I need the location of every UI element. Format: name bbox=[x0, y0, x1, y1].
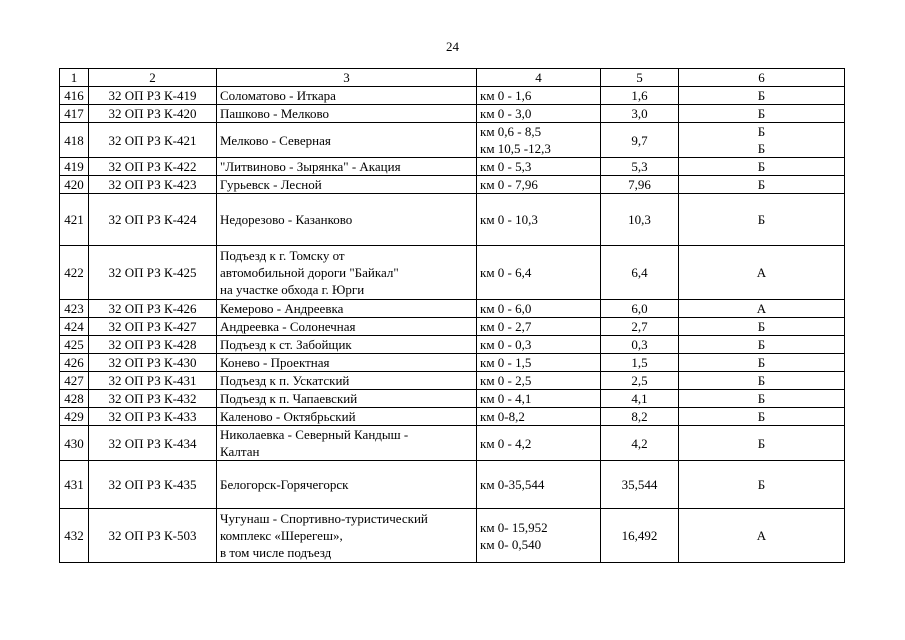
category-cell bbox=[679, 408, 845, 426]
row-number-cell: 428 bbox=[60, 390, 89, 408]
road-code-cell: 32 ОП РЗ К-423 bbox=[89, 176, 217, 194]
length-cell: 2,5 bbox=[601, 372, 679, 390]
road-name-line: Подъезд к п. Чапаевский bbox=[220, 391, 358, 406]
road-code-cell: 32 ОП РЗ К-431 bbox=[89, 372, 217, 390]
km-range-cell bbox=[477, 318, 601, 336]
km-range-cell bbox=[477, 158, 601, 176]
km-range-line: км 0 - 6,0 bbox=[480, 301, 532, 316]
road-name-cell bbox=[217, 426, 477, 461]
category-line: Б bbox=[757, 212, 766, 227]
road-code-cell: 32 ОП РЗ К-503 bbox=[89, 509, 217, 563]
header-cell: 3 bbox=[217, 69, 477, 87]
road-code-cell: 32 ОП РЗ К-435 bbox=[89, 461, 217, 509]
category-cell bbox=[679, 158, 845, 176]
row-number-cell: 420 bbox=[60, 176, 89, 194]
road-name-cell bbox=[217, 194, 477, 246]
km-range-cell bbox=[477, 372, 601, 390]
category-cell bbox=[679, 372, 845, 390]
header-cell: 4 bbox=[477, 69, 601, 87]
length-cell: 1,6 bbox=[601, 87, 679, 105]
category-cell bbox=[679, 509, 845, 563]
km-range-line: км 0-35,544 bbox=[480, 477, 545, 492]
category-cell bbox=[679, 390, 845, 408]
road-name-line: на участке обхода г. Юрги bbox=[220, 282, 365, 297]
table-header-row bbox=[60, 69, 845, 87]
table-row bbox=[60, 390, 845, 408]
km-range-line: км 0 - 4,2 bbox=[480, 435, 532, 451]
header-cell: 1 bbox=[60, 69, 89, 87]
km-range-line: км 10,5 -12,3 bbox=[480, 141, 551, 156]
road-code-cell: 32 ОП РЗ К-427 bbox=[89, 318, 217, 336]
category-cell bbox=[679, 318, 845, 336]
road-name-cell bbox=[217, 336, 477, 354]
km-range-cell bbox=[477, 105, 601, 123]
road-name-line: в том числе подъезд bbox=[220, 545, 332, 560]
road-name-line: Чугунаш - Спортивно-туристический bbox=[220, 511, 428, 526]
length-cell: 16,492 bbox=[601, 509, 679, 563]
length-cell: 6,4 bbox=[601, 246, 679, 300]
road-name-line: Соломатово - Иткара bbox=[220, 88, 336, 103]
road-name-line: Недорезово - Казанково bbox=[220, 212, 353, 227]
length-cell: 2,7 bbox=[601, 318, 679, 336]
km-range-cell bbox=[477, 336, 601, 354]
road-name-line: Мелково - Северная bbox=[220, 132, 331, 148]
road-code-cell: 32 ОП РЗ К-426 bbox=[89, 300, 217, 318]
category-line: Б bbox=[757, 319, 766, 334]
table-row bbox=[60, 461, 845, 509]
row-number-cell: 417 bbox=[60, 105, 89, 123]
km-range-cell bbox=[477, 426, 601, 461]
row-number-cell: 416 bbox=[60, 87, 89, 105]
category-line: А bbox=[756, 301, 767, 316]
header-cell: 5 bbox=[601, 69, 679, 87]
road-name-cell bbox=[217, 158, 477, 176]
road-name-cell bbox=[217, 300, 477, 318]
category-cell bbox=[679, 426, 845, 461]
road-code-cell: 32 ОП РЗ К-419 bbox=[89, 87, 217, 105]
header-cell: 6 bbox=[679, 69, 845, 87]
category-line: Б bbox=[757, 88, 766, 103]
row-number-cell: 426 bbox=[60, 354, 89, 372]
length-cell: 0,3 bbox=[601, 336, 679, 354]
length-cell: 5,3 bbox=[601, 158, 679, 176]
km-range-line: км 0 - 1,5 bbox=[480, 355, 532, 370]
row-number-cell: 425 bbox=[60, 336, 89, 354]
road-name-line: Подъезд к ст. Забойщик bbox=[220, 337, 352, 352]
table-row bbox=[60, 318, 845, 336]
km-range-line: км 0- 0,540 bbox=[480, 536, 542, 552]
length-cell: 4,1 bbox=[601, 390, 679, 408]
km-range-line: км 0 - 2,5 bbox=[480, 373, 532, 388]
row-number-cell: 423 bbox=[60, 300, 89, 318]
km-range-line: км 0,6 - 8,5 bbox=[480, 124, 542, 139]
category-cell bbox=[679, 354, 845, 372]
row-number-cell: 421 bbox=[60, 194, 89, 246]
road-name-line: Калтан bbox=[220, 444, 260, 459]
length-cell: 9,7 bbox=[601, 123, 679, 158]
category-line: Б bbox=[757, 159, 766, 174]
road-name-line: Пашково - Мелково bbox=[220, 106, 330, 121]
category-line: Б bbox=[757, 106, 766, 121]
road-name-line: Андреевка - Солонечная bbox=[220, 319, 356, 334]
category-line: Б bbox=[757, 177, 766, 192]
road-name-cell bbox=[217, 176, 477, 194]
road-name-line: Кемерово - Андреевка bbox=[220, 301, 344, 316]
road-name-cell bbox=[217, 246, 477, 300]
road-name-line: автомобильной дороги "Байкал" bbox=[220, 265, 399, 280]
road-name-line: комплекс «Шерегеш», bbox=[220, 528, 343, 543]
row-number-cell: 427 bbox=[60, 372, 89, 390]
length-cell: 35,544 bbox=[601, 461, 679, 509]
table-row bbox=[60, 426, 845, 461]
road-name-cell bbox=[217, 354, 477, 372]
table-row bbox=[60, 509, 845, 563]
page-number: 24 bbox=[446, 39, 459, 54]
category-cell bbox=[679, 194, 845, 246]
row-number-cell: 422 bbox=[60, 246, 89, 300]
category-cell bbox=[679, 336, 845, 354]
road-code-cell: 32 ОП РЗ К-422 bbox=[89, 158, 217, 176]
table-row bbox=[60, 336, 845, 354]
road-name-cell bbox=[217, 461, 477, 509]
road-name-line: Конево - Проектная bbox=[220, 355, 330, 370]
km-range-cell bbox=[477, 354, 601, 372]
table-row bbox=[60, 372, 845, 390]
category-line: Б bbox=[757, 373, 766, 388]
road-code-cell: 32 ОП РЗ К-432 bbox=[89, 390, 217, 408]
row-number-cell: 429 bbox=[60, 408, 89, 426]
road-code-cell: 32 ОП РЗ К-434 bbox=[89, 426, 217, 461]
road-name-line: Белогорск-Горячегорск bbox=[220, 477, 349, 492]
road-name-cell bbox=[217, 390, 477, 408]
road-name-cell bbox=[217, 372, 477, 390]
length-cell: 7,96 bbox=[601, 176, 679, 194]
km-range-line: км 0 - 4,1 bbox=[480, 391, 532, 406]
category-line: Б bbox=[757, 409, 766, 424]
table-row bbox=[60, 354, 845, 372]
category-cell bbox=[679, 300, 845, 318]
table-row bbox=[60, 105, 845, 123]
road-name-line: Николаевка - Северный Кандыш - bbox=[220, 427, 409, 442]
road-code-cell: 32 ОП РЗ К-433 bbox=[89, 408, 217, 426]
length-cell: 8,2 bbox=[601, 408, 679, 426]
category-line: Б bbox=[757, 477, 766, 492]
km-range-line: км 0 - 6,4 bbox=[480, 265, 532, 280]
table-row bbox=[60, 408, 845, 426]
km-range-line: км 0-8,2 bbox=[480, 409, 525, 424]
category-line: Б bbox=[757, 124, 766, 139]
length-cell: 4,2 bbox=[601, 426, 679, 461]
road-code-cell: 32 ОП РЗ К-424 bbox=[89, 194, 217, 246]
header-cell: 2 bbox=[89, 69, 217, 87]
km-range-cell bbox=[477, 246, 601, 300]
road-code-cell: 32 ОП РЗ К-420 bbox=[89, 105, 217, 123]
category-cell bbox=[679, 246, 845, 300]
category-line: Б bbox=[757, 391, 766, 406]
category-cell bbox=[679, 123, 845, 158]
table-row bbox=[60, 300, 845, 318]
road-registry-table bbox=[59, 68, 845, 563]
row-number-cell: 419 bbox=[60, 158, 89, 176]
km-range-cell bbox=[477, 123, 601, 158]
km-range-line: км 0 - 3,0 bbox=[480, 106, 532, 121]
road-name-cell bbox=[217, 509, 477, 563]
km-range-line: км 0 - 5,3 bbox=[480, 159, 532, 174]
category-line: А bbox=[756, 528, 767, 543]
road-name-line: "Литвиново - Зырянка" - Акация bbox=[220, 159, 401, 174]
km-range-line: км 0- 15,952 bbox=[480, 519, 548, 535]
category-cell bbox=[679, 105, 845, 123]
km-range-line: км 0 - 2,7 bbox=[480, 319, 532, 334]
km-range-line: км 0 - 1,6 bbox=[480, 88, 532, 103]
length-cell: 1,5 bbox=[601, 354, 679, 372]
category-cell bbox=[679, 176, 845, 194]
km-range-cell bbox=[477, 390, 601, 408]
table-row bbox=[60, 123, 845, 158]
category-cell bbox=[679, 461, 845, 509]
km-range-cell bbox=[477, 408, 601, 426]
row-number-cell: 418 bbox=[60, 123, 89, 158]
km-range-cell bbox=[477, 509, 601, 563]
km-range-cell bbox=[477, 300, 601, 318]
road-name-line: Подъезд к г. Томску от bbox=[220, 248, 345, 263]
category-line: Б bbox=[757, 355, 766, 370]
km-range-cell bbox=[477, 194, 601, 246]
road-name-cell bbox=[217, 318, 477, 336]
table-row bbox=[60, 87, 845, 105]
km-range-line: км 0 - 0,3 bbox=[480, 337, 532, 352]
table-row bbox=[60, 176, 845, 194]
category-line: Б bbox=[757, 337, 766, 352]
road-name-line: Каленово - Октябрьский bbox=[220, 409, 356, 424]
km-range-cell bbox=[477, 87, 601, 105]
km-range-cell bbox=[477, 461, 601, 509]
road-code-cell: 32 ОП РЗ К-425 bbox=[89, 246, 217, 300]
category-line: Б bbox=[757, 141, 766, 156]
length-cell: 10,3 bbox=[601, 194, 679, 246]
road-name-line: Гурьевск - Лесной bbox=[220, 177, 322, 192]
row-number-cell: 432 bbox=[60, 509, 89, 563]
road-code-cell: 32 ОП РЗ К-428 bbox=[89, 336, 217, 354]
road-name-cell bbox=[217, 408, 477, 426]
length-cell: 6,0 bbox=[601, 300, 679, 318]
km-range-line: км 0 - 7,96 bbox=[480, 177, 538, 192]
length-cell: 3,0 bbox=[601, 105, 679, 123]
road-code-cell: 32 ОП РЗ К-430 bbox=[89, 354, 217, 372]
road-code-cell: 32 ОП РЗ К-421 bbox=[89, 123, 217, 158]
table-row bbox=[60, 246, 845, 300]
row-number-cell: 430 bbox=[60, 426, 89, 461]
category-cell bbox=[679, 87, 845, 105]
category-line: Б bbox=[757, 435, 766, 451]
row-number-cell: 424 bbox=[60, 318, 89, 336]
table-row bbox=[60, 158, 845, 176]
row-number-cell: 431 bbox=[60, 461, 89, 509]
km-range-cell bbox=[477, 176, 601, 194]
road-name-cell bbox=[217, 105, 477, 123]
road-name-cell bbox=[217, 87, 477, 105]
road-name-cell bbox=[217, 123, 477, 158]
road-name-line: Подъезд к п. Ускатский bbox=[220, 373, 350, 388]
category-line: А bbox=[756, 265, 767, 280]
table-row bbox=[60, 194, 845, 246]
km-range-line: км 0 - 10,3 bbox=[480, 212, 538, 227]
